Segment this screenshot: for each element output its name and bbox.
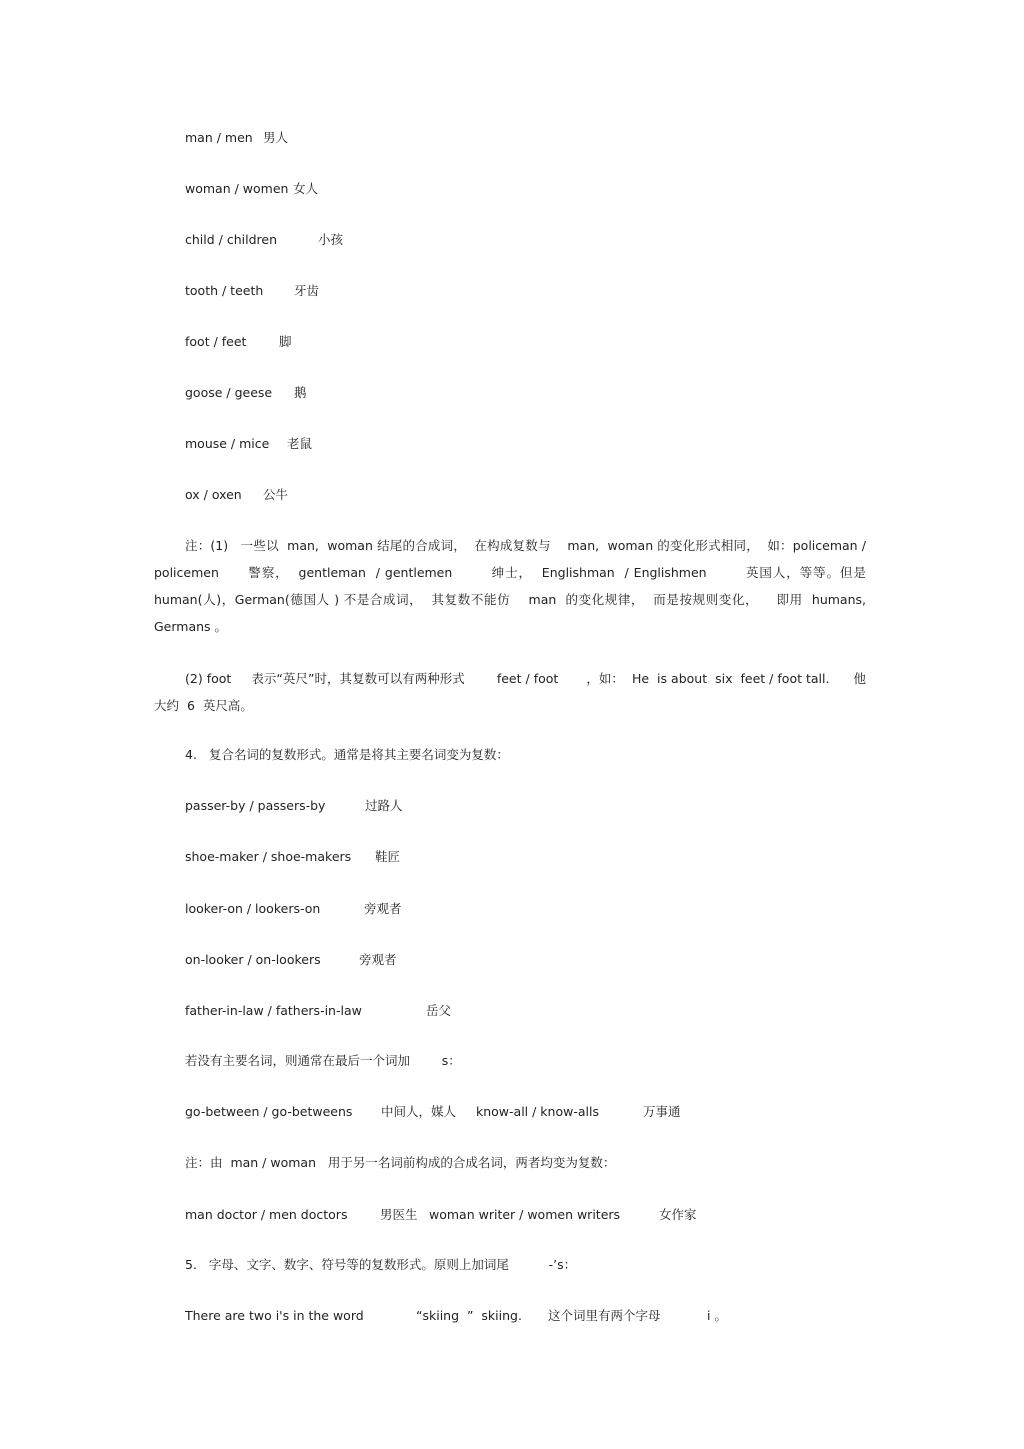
- example-chinese: 这个词里有两个字母: [548, 1308, 661, 1323]
- list-item: [185, 952, 397, 968]
- list-item: [185, 849, 401, 865]
- meaning: 小孩: [318, 232, 344, 247]
- rule-text: 若没有主要名词，则通常在最后一个词加 s：: [185, 1053, 461, 1068]
- meaning: 老鼠: [287, 436, 313, 451]
- list-item: [185, 436, 313, 452]
- note-paragraph: (2) foot 表示“英尺”时，其复数可以有两种形式 feet / foot ，如： He is about six feet / foot tall. 他大约 6 英尺高。: [154, 671, 866, 713]
- example-english: There are two i's in the word: [185, 1308, 364, 1323]
- word-pair: man / men: [185, 130, 253, 145]
- meaning: 女作家: [659, 1207, 697, 1222]
- meaning: 万事通: [643, 1104, 681, 1119]
- word-pair: go-between / go-betweens: [185, 1104, 353, 1119]
- meaning: 旁观者: [359, 952, 397, 967]
- word-pair: tooth / teeth: [185, 283, 264, 298]
- meaning: 牙齿: [294, 283, 320, 298]
- meaning: 鹅: [294, 385, 307, 400]
- example-line: [185, 1308, 727, 1324]
- meaning: 男人: [263, 130, 289, 145]
- word-pair: goose / geese: [185, 385, 273, 400]
- list-item: [185, 1003, 452, 1019]
- word-pair: father-in-law / fathers-in-law: [185, 1003, 362, 1018]
- list-item: [185, 232, 344, 248]
- example-letter: i 。: [707, 1308, 727, 1323]
- list-item: [185, 130, 289, 146]
- word-pair: passer-by / passers-by: [185, 798, 326, 813]
- word-pair: man doctor / men doctors: [185, 1207, 348, 1222]
- example-quoted: “skiing ” skiing.: [416, 1308, 522, 1323]
- word-pair: woman / women: [185, 181, 289, 196]
- word-pair: on-looker / on-lookers: [185, 952, 321, 967]
- meaning: 女人: [293, 181, 319, 196]
- word-pair: woman writer / women writers: [429, 1207, 621, 1222]
- meaning: 男医生: [380, 1207, 418, 1222]
- word-pair: ox / oxen: [185, 487, 242, 502]
- list-item: [185, 283, 320, 299]
- meaning: 脚: [279, 334, 292, 349]
- list-item: [185, 334, 292, 350]
- meaning: 中间人，媒人: [381, 1104, 457, 1119]
- list-item: [185, 1104, 681, 1120]
- word-pair: child / children: [185, 232, 277, 247]
- meaning: 公牛: [263, 487, 289, 502]
- meaning: 岳父: [426, 1003, 452, 1018]
- word-pair: shoe-maker / shoe-makers: [185, 849, 352, 864]
- meaning: 旁观者: [364, 901, 402, 916]
- word-pair: foot / feet: [185, 334, 247, 349]
- section-heading: 4. 复合名词的复数形式。通常是将其主要名词变为复数：: [185, 747, 509, 762]
- word-pair: mouse / mice: [185, 436, 270, 451]
- list-item: [185, 1207, 697, 1223]
- list-item: [185, 901, 402, 917]
- meaning: 过路人: [365, 798, 403, 813]
- list-item: [185, 181, 319, 197]
- list-item: [185, 487, 289, 503]
- note-text: 注：由 man / woman 用于另一名词前构成的合成名词，两者均变为复数：: [185, 1155, 616, 1170]
- list-item: [185, 798, 403, 814]
- word-pair: looker-on / lookers-on: [185, 901, 321, 916]
- section-heading: 5. 字母、文字、数字、符号等的复数形式。原则上加词尾 -’s：: [185, 1257, 577, 1272]
- list-item: [185, 385, 307, 401]
- word-pair: know-all / know-alls: [476, 1104, 599, 1119]
- note-paragraph: 注：(1) 一些以 man, woman 结尾的合成词， 在构成复数与 man, woman 的变化形式相同， 如：policeman / policemen 警察， gentleman / gentlemen 绅士， Englishman / Englishmen 英国人，等等。但是 human(人)，German(德国人 ) 不是合成词， 其复数不能仿 man 的变化规律， 而是按规则变化， 即用 humans, Germans 。: [154, 538, 870, 634]
- meaning: 鞋匠: [375, 849, 401, 864]
